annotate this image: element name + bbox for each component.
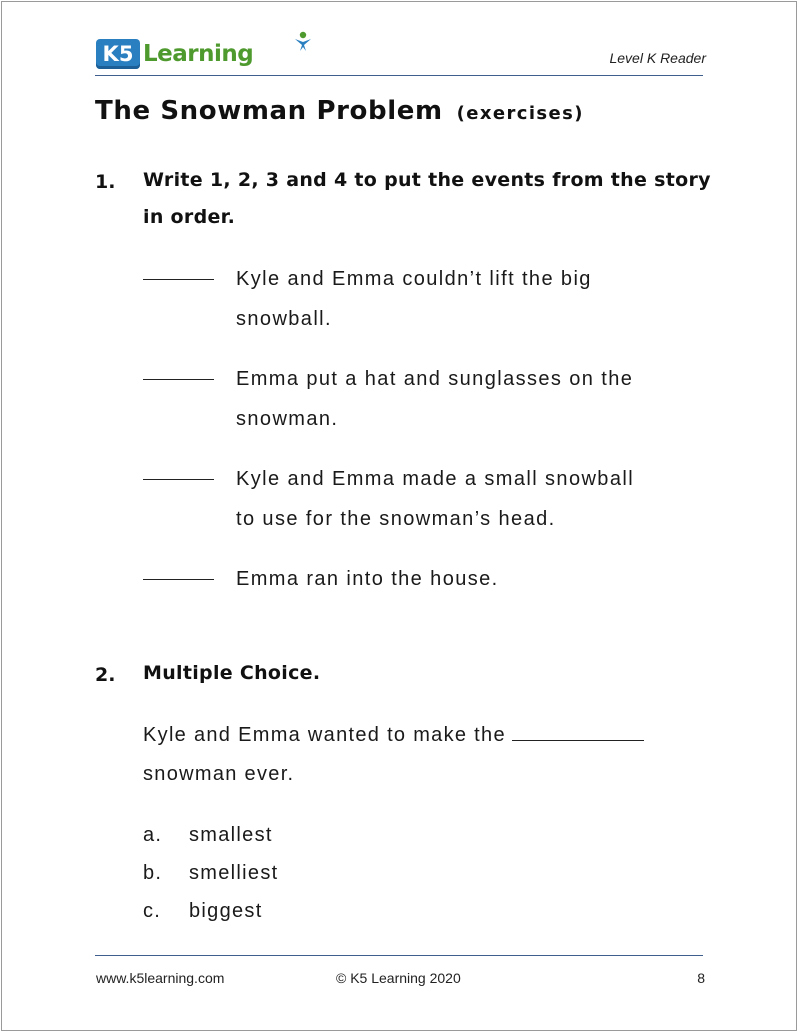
event-line: Emma put a hat and sunglasses on the	[236, 368, 634, 390]
question-1-prompt: Write 1, 2, 3 and 4 to put the events from the story in order.	[143, 169, 711, 228]
event-item	[143, 559, 703, 599]
footer-divider	[95, 955, 703, 956]
logo-wordmark: Learning	[143, 41, 254, 67]
sentence-start: Kyle and Emma wanted to make the	[143, 724, 506, 746]
choice-text: smelliest	[189, 862, 279, 884]
reader-level: Level K Reader	[609, 50, 706, 66]
choice-option[interactable]	[143, 824, 273, 847]
footer-copyright: © K5 Learning 2020	[336, 970, 461, 986]
answer-blank[interactable]	[143, 579, 214, 580]
footer-website[interactable]: www.k5learning.com	[96, 970, 225, 986]
choice-letter: c.	[143, 900, 162, 922]
title-sub: (exercises)	[456, 103, 584, 124]
answer-blank[interactable]	[143, 279, 214, 280]
fill-in-blank[interactable]	[512, 739, 644, 741]
question-2-prompt: Multiple Choice.	[143, 662, 321, 684]
choice-letter: b.	[143, 862, 163, 884]
k5-learning-logo	[96, 36, 253, 72]
event-text	[236, 359, 706, 439]
title-main: The Snowman Problem	[95, 96, 443, 126]
choice-option[interactable]	[143, 862, 279, 885]
event-text	[236, 559, 706, 599]
choice-letter: a.	[143, 824, 163, 846]
fill-in-sentence	[143, 716, 713, 794]
event-line: snowman.	[236, 408, 339, 430]
question-2-number: 2.	[95, 664, 116, 686]
answer-blank[interactable]	[143, 379, 214, 380]
event-line: snowball.	[236, 308, 332, 330]
person-star-icon	[292, 30, 314, 52]
choice-text: biggest	[189, 900, 263, 922]
choice-text: smallest	[189, 824, 273, 846]
answer-blank[interactable]	[143, 479, 214, 480]
event-text	[236, 459, 706, 539]
question-1-number: 1.	[95, 171, 116, 193]
page-number: 8	[697, 970, 705, 986]
event-item	[143, 359, 703, 439]
event-line: to use for the snowman’s head.	[236, 508, 556, 530]
event-item	[143, 259, 703, 339]
page-title	[95, 96, 584, 126]
event-line: Kyle and Emma made a small snowball	[236, 468, 635, 490]
event-text	[236, 259, 706, 339]
header-divider	[95, 75, 703, 76]
event-line: Emma ran into the house.	[236, 568, 499, 590]
event-item	[143, 459, 703, 539]
logo-k5-badge: K5	[96, 39, 140, 69]
sentence-end: snowman ever.	[143, 763, 295, 785]
event-line: Kyle and Emma couldn’t lift the big	[236, 268, 592, 290]
choice-option[interactable]	[143, 900, 263, 923]
